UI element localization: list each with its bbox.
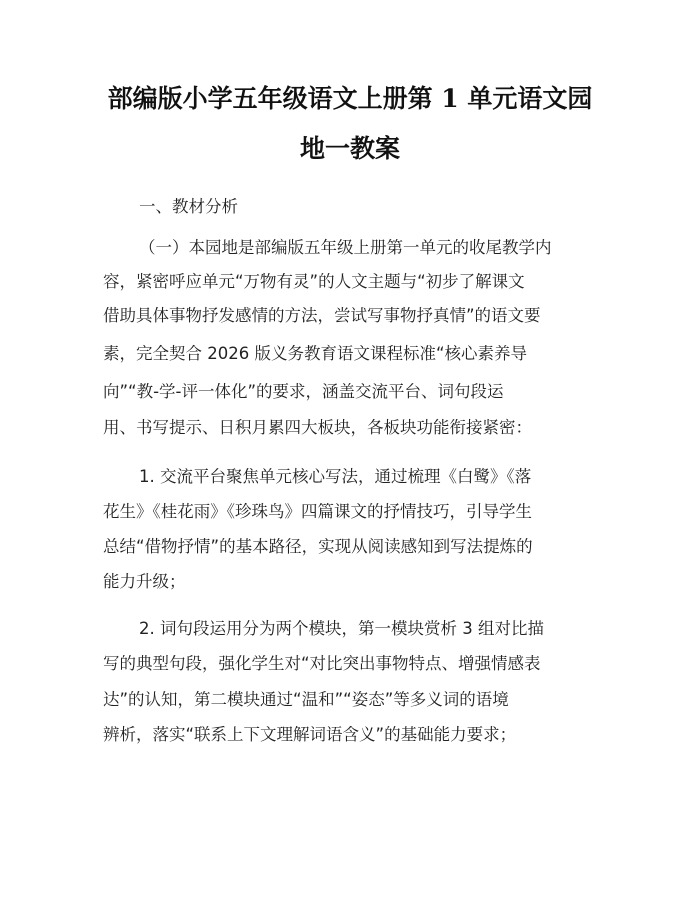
item-1-line-1: 1. 交流平台聚焦单元核心写法，通过梳理《白鹭》《落 [139,467,532,486]
section-heading: 一、教材分析 [139,197,238,216]
paragraph-1-line-1: （一）本园地是部编版五年级上册第一单元的收尾教学内 [139,238,552,257]
item-2-line-4: 辨析，落实“联系上下文理解词语含义”的基础能力要求； [103,725,517,744]
item-1-line-3: 总结“借物抒情”的基本路径，实现从阅读感知到写法提炼的 [103,537,533,556]
item-2-line-1: 2. 词句段运用分为两个模块，第一模块赏析 3 组对比描 [139,619,544,638]
paragraph-1-line-3: 借助具体事物抒发感情的方法，尝试写事物抒真情”的语文要 [103,306,541,325]
paragraph-1-line-6: 用、书写提示、日积月累四大板块，各板块功能衔接紧密： [103,418,532,437]
item-2-line-2: 写的典型句段，强化学生对“对比突出事物特点、增强情感表 [103,654,541,673]
document-title-line-1: 部编版小学五年级语文上册第 1 单元语文园 [107,84,593,113]
item-1-line-4: 能力升级； [103,572,186,591]
paragraph-1-line-2: 容，紧密呼应单元“万物有灵”的人文主题与“初步了解课文 [103,272,525,291]
item-2-line-3: 达”的认知，第二模块通过“温和”“姿态”等多义词的语境 [103,690,509,709]
item-1-line-2: 花生》《桂花雨》《珍珠鸟》四篇课文的抒情技巧，引导学生 [103,502,532,521]
paragraph-1-line-5: 向”“教-学-评一体化”的要求，涵盖交流平台、词句段运 [103,382,504,401]
document-title-line-2: 地一教案 [299,134,400,163]
paragraph-1-line-4: 素，完全契合 2026 版义务教育语文课程标准“核心素养导 [103,344,528,363]
